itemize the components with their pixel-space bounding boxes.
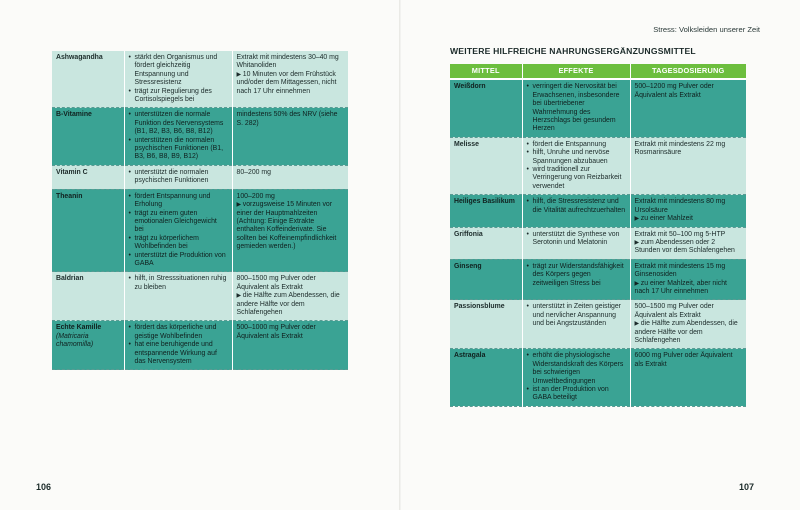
effects-cell [124,189,232,272]
dosage-line [237,54,345,71]
dosage-text: vorzugsweise 15 Minuten vor einer der Hauptmahlzeiten (Achtung: Einige Extrakte enthalten Koffeinderivate. Sie sollten bei Koffeinempfindlichkeit gemieden werden.) [236,201,337,251]
supplement-name-cell [52,165,124,189]
dosage-line [635,303,743,320]
effect-item: • wird traditionell zur Verringerung von Reizbarkeit verwendet [527,166,626,191]
supplement-table-left [52,51,348,370]
supplement-name: Ginseng [454,262,482,270]
effects-cell [522,137,630,194]
effect-item: • hilft, in Stresssituationen ruhig zu bleiben [129,275,228,292]
effect-item: • erhöht die physiologische Widerstandskraft des Körpers bei schwierigen Umweltbedingungen [527,352,626,386]
effects-cell [522,300,630,349]
dosage-text: 500–1500 mg Pulver oder Äquivalent als Extrakt [634,303,714,319]
dosage-line [635,215,743,223]
effects-list [129,54,228,104]
dosage-text: 80–200 mg [236,168,271,176]
supplement-name: Weißdorn [454,83,486,91]
supplement-name-cell [52,321,124,370]
supplement-table-right [450,64,746,407]
supplement-name-cell [52,108,124,165]
header-mittel: MITTEL [450,64,522,79]
effects-list [129,193,228,269]
table-row [450,259,746,300]
effect-item: • trägt zu körperlichem Wohlbefinden bei [129,235,228,252]
dosage-cell [630,227,746,259]
effects-cell [522,195,630,227]
dosage-text: 6000 mg Pulver oder Äquivalent als Extrakt [634,352,733,368]
effects-list [527,352,626,402]
dosage-line [635,320,743,345]
effects-list [129,324,228,366]
effects-list [527,231,626,248]
table-row [52,165,348,189]
effect-item: • trägt zur Widerstandsfähigkeit des Körpers gegen zeitweiligen Stress bei [527,263,626,288]
dosage-line [237,111,345,128]
left-table-body [52,51,348,370]
supplement-latin-name: (Matricaria chamomilla) [56,332,94,349]
dosage-cell [630,195,746,227]
table-row [52,272,348,321]
effects-cell [522,349,630,406]
arrow-right-icon: ▶ [236,71,243,78]
dosage-line [237,71,345,96]
effects-cell [522,259,630,300]
table-row [52,108,348,165]
table-row [450,300,746,349]
section-title: WEITERE HILFREICHE NAHRUNGSERGÄNZUNGSMITTEL [450,46,696,56]
arrow-right-icon: ▶ [236,293,243,300]
effect-item: • hat eine beruhigende und entspannende Wirkung auf das Nervensystem [129,341,228,366]
dosage-cell [630,259,746,300]
dosage-line [237,169,345,177]
supplement-name: Heiliges Basilikum [454,198,515,206]
page-number-right: 107 [738,482,754,492]
table-header-row [450,64,746,79]
arrow-right-icon: ▶ [634,239,641,246]
dosage-cell [232,321,348,370]
supplement-name-cell [450,137,522,194]
dosage-line [237,193,345,201]
effects-cell [124,165,232,189]
supplement-name-cell [450,79,522,137]
table-row [52,51,348,108]
effect-item: • unterstützt die Synthese von Serotonin und Melatonin [527,231,626,248]
dosage-line [635,352,743,369]
supplement-name: Baldrian [56,275,84,283]
dosage-line [635,83,743,100]
dosage-line [635,280,743,297]
dosage-cell [630,137,746,194]
dosage-line [635,239,743,256]
effects-list [527,263,626,288]
effects-list [527,303,626,328]
dosage-text: die Hälfte zum Abendessen, die andere Hälfte vor dem Schlafengehen [236,292,340,316]
effects-list [527,83,626,133]
dosage-line [237,292,345,317]
dosage-cell [232,51,348,108]
effect-item: • verringert die Nervosität bei Erwachsenen, insbesondere bei übertriebener Wahrnehmung des Herzschlags bei gesundem Herzen [527,83,626,133]
table-row [52,321,348,370]
dosage-text: 10 Minuten vor dem Frühstück und/oder dem Mittagessen, nicht nach 17 Uhr einnehmen [236,70,337,95]
supplement-name-cell [450,227,522,259]
dosage-text: 100–200 mg [236,192,275,200]
dosage-cell [630,79,746,137]
book-gutter [399,0,401,510]
effect-item: • unterstützt die Produktion von GABA [129,252,228,269]
dosage-line [635,263,743,280]
dosage-cell [232,165,348,189]
header-tagesdosierung: TAGESDOSIERUNG [630,64,746,79]
dosage-cell [630,349,746,406]
effects-cell [124,272,232,321]
effect-item: • hilft, Unruhe und nervöse Spannungen abzubauen [527,149,626,166]
supplement-name: Vitamin C [56,168,88,176]
effect-item: • unterstützen die normalen psychischen Funktionen (B1, B3, B6, B8, B9, B12) [129,137,228,162]
effects-cell [522,227,630,259]
effect-item: • unterstützt in Zeiten geistiger und nervlicher Anspannung und bei Angstzuständen [527,303,626,328]
dosage-text: 500–1000 mg Pulver oder Äquivalent als Extrakt [236,324,316,340]
effect-item: • trägt zur Regulierung des Cortisolspiegels bei [129,88,228,105]
dosage-line [635,141,743,158]
supplement-name: Melisse [454,140,479,148]
right-table-body [450,79,746,406]
effects-list [527,198,626,215]
table-row [450,195,746,227]
supplement-name-cell [52,272,124,321]
running-head: Stress: Volksleiden unserer Zeit [653,25,760,34]
arrow-right-icon: ▶ [634,280,641,287]
supplement-name: Griffonia [454,230,483,238]
arrow-right-icon: ▶ [236,202,243,209]
effects-cell [124,51,232,108]
table-row [52,189,348,272]
dosage-text: die Hälfte zum Abendessen, die andere Hälfte vor dem Schlafengehen [634,320,738,344]
dosage-text: mindestens 50% des NRV (siehe S. 282) [236,111,338,127]
dosage-cell [630,300,746,349]
dosage-text: zu einer Mahlzeit [640,215,693,223]
dosage-line [237,324,345,341]
dosage-text: Extrakt mit mindestens 30–40 mg Whitanoliden [236,54,339,70]
supplement-name-cell [450,195,522,227]
dosage-cell [232,189,348,272]
supplement-name-cell [52,51,124,108]
dosage-line [237,201,345,251]
effect-item: • unterstützt die normalen psychischen Funktionen [129,169,228,186]
dosage-line [635,231,743,239]
effect-item: • stärkt den Organismus und fördert gleichzeitig Entspannung und Stressresistenz [129,54,228,88]
effect-item: • hilft, die Stressresistenz und die Vitalität aufrechtzuerhalten [527,198,626,215]
dosage-cell [232,272,348,321]
effect-item: • fördert das körperliche und geistige Wohlbefinden [129,324,228,341]
effect-item: • trägt zu einem guten emotionalen Gleichgewicht bei [129,210,228,235]
table-row [450,349,746,406]
dosage-line [237,275,345,292]
supplement-name-cell [450,259,522,300]
supplement-name-cell [52,189,124,272]
dosage-text: 500–1200 mg Pulver oder Äquivalent als Extrakt [634,83,714,99]
dosage-line [635,198,743,215]
effects-cell [522,79,630,137]
header-effekte: EFFEKTE [522,64,630,79]
arrow-right-icon: ▶ [634,321,641,328]
dosage-text: 800–1500 mg Pulver oder Äquivalent als Extrakt [236,275,316,291]
table-row [450,227,746,259]
dosage-text: zu einer Mahlzeit, aber nicht nach 17 Uhr einnehmen [634,279,727,295]
effects-list [527,141,626,191]
effects-cell [124,108,232,165]
supplement-name: Astragala [454,352,486,360]
effect-item: • unterstützen die normale Funktion des Nervensystems (B1, B2, B3, B6, B8, B12) [129,111,228,136]
supplement-name-cell [450,349,522,406]
effects-list [129,275,228,292]
effect-item: • fördert die Entspannung [527,141,626,149]
page-number-left: 106 [36,482,52,492]
dosage-cell [232,108,348,165]
supplement-name: Echte Kamille [56,324,102,332]
dosage-text: Extrakt mit mindestens 15 mg Ginsenosiden [634,262,726,279]
supplement-name: Theanin [56,192,83,200]
effects-list [129,111,228,161]
table-row [450,79,746,137]
supplement-name: Ashwagandha [56,54,103,61]
table-row [450,137,746,194]
dosage-text: Extrakt mit 50–100 mg 5-HTP [634,230,726,238]
effects-cell [124,321,232,370]
supplement-name: B-Vitamine [56,111,92,119]
supplement-name: Passionsblume [454,303,505,311]
effect-item: • ist an der Produktion von GABA beteiligt [527,386,626,403]
dosage-text: Extrakt mit mindestens 22 mg Rosmarinsäure [634,140,726,157]
effects-list [129,169,228,186]
arrow-right-icon: ▶ [634,216,641,223]
supplement-name-cell [450,300,522,349]
effect-item: • fördert Entspannung und Erholung [129,193,228,210]
dosage-text: Extrakt mit mindestens 80 mg Ursolsäure [634,198,726,214]
dosage-text: zum Abendessen oder 2 Stunden vor dem Schlafengehen [634,238,735,255]
